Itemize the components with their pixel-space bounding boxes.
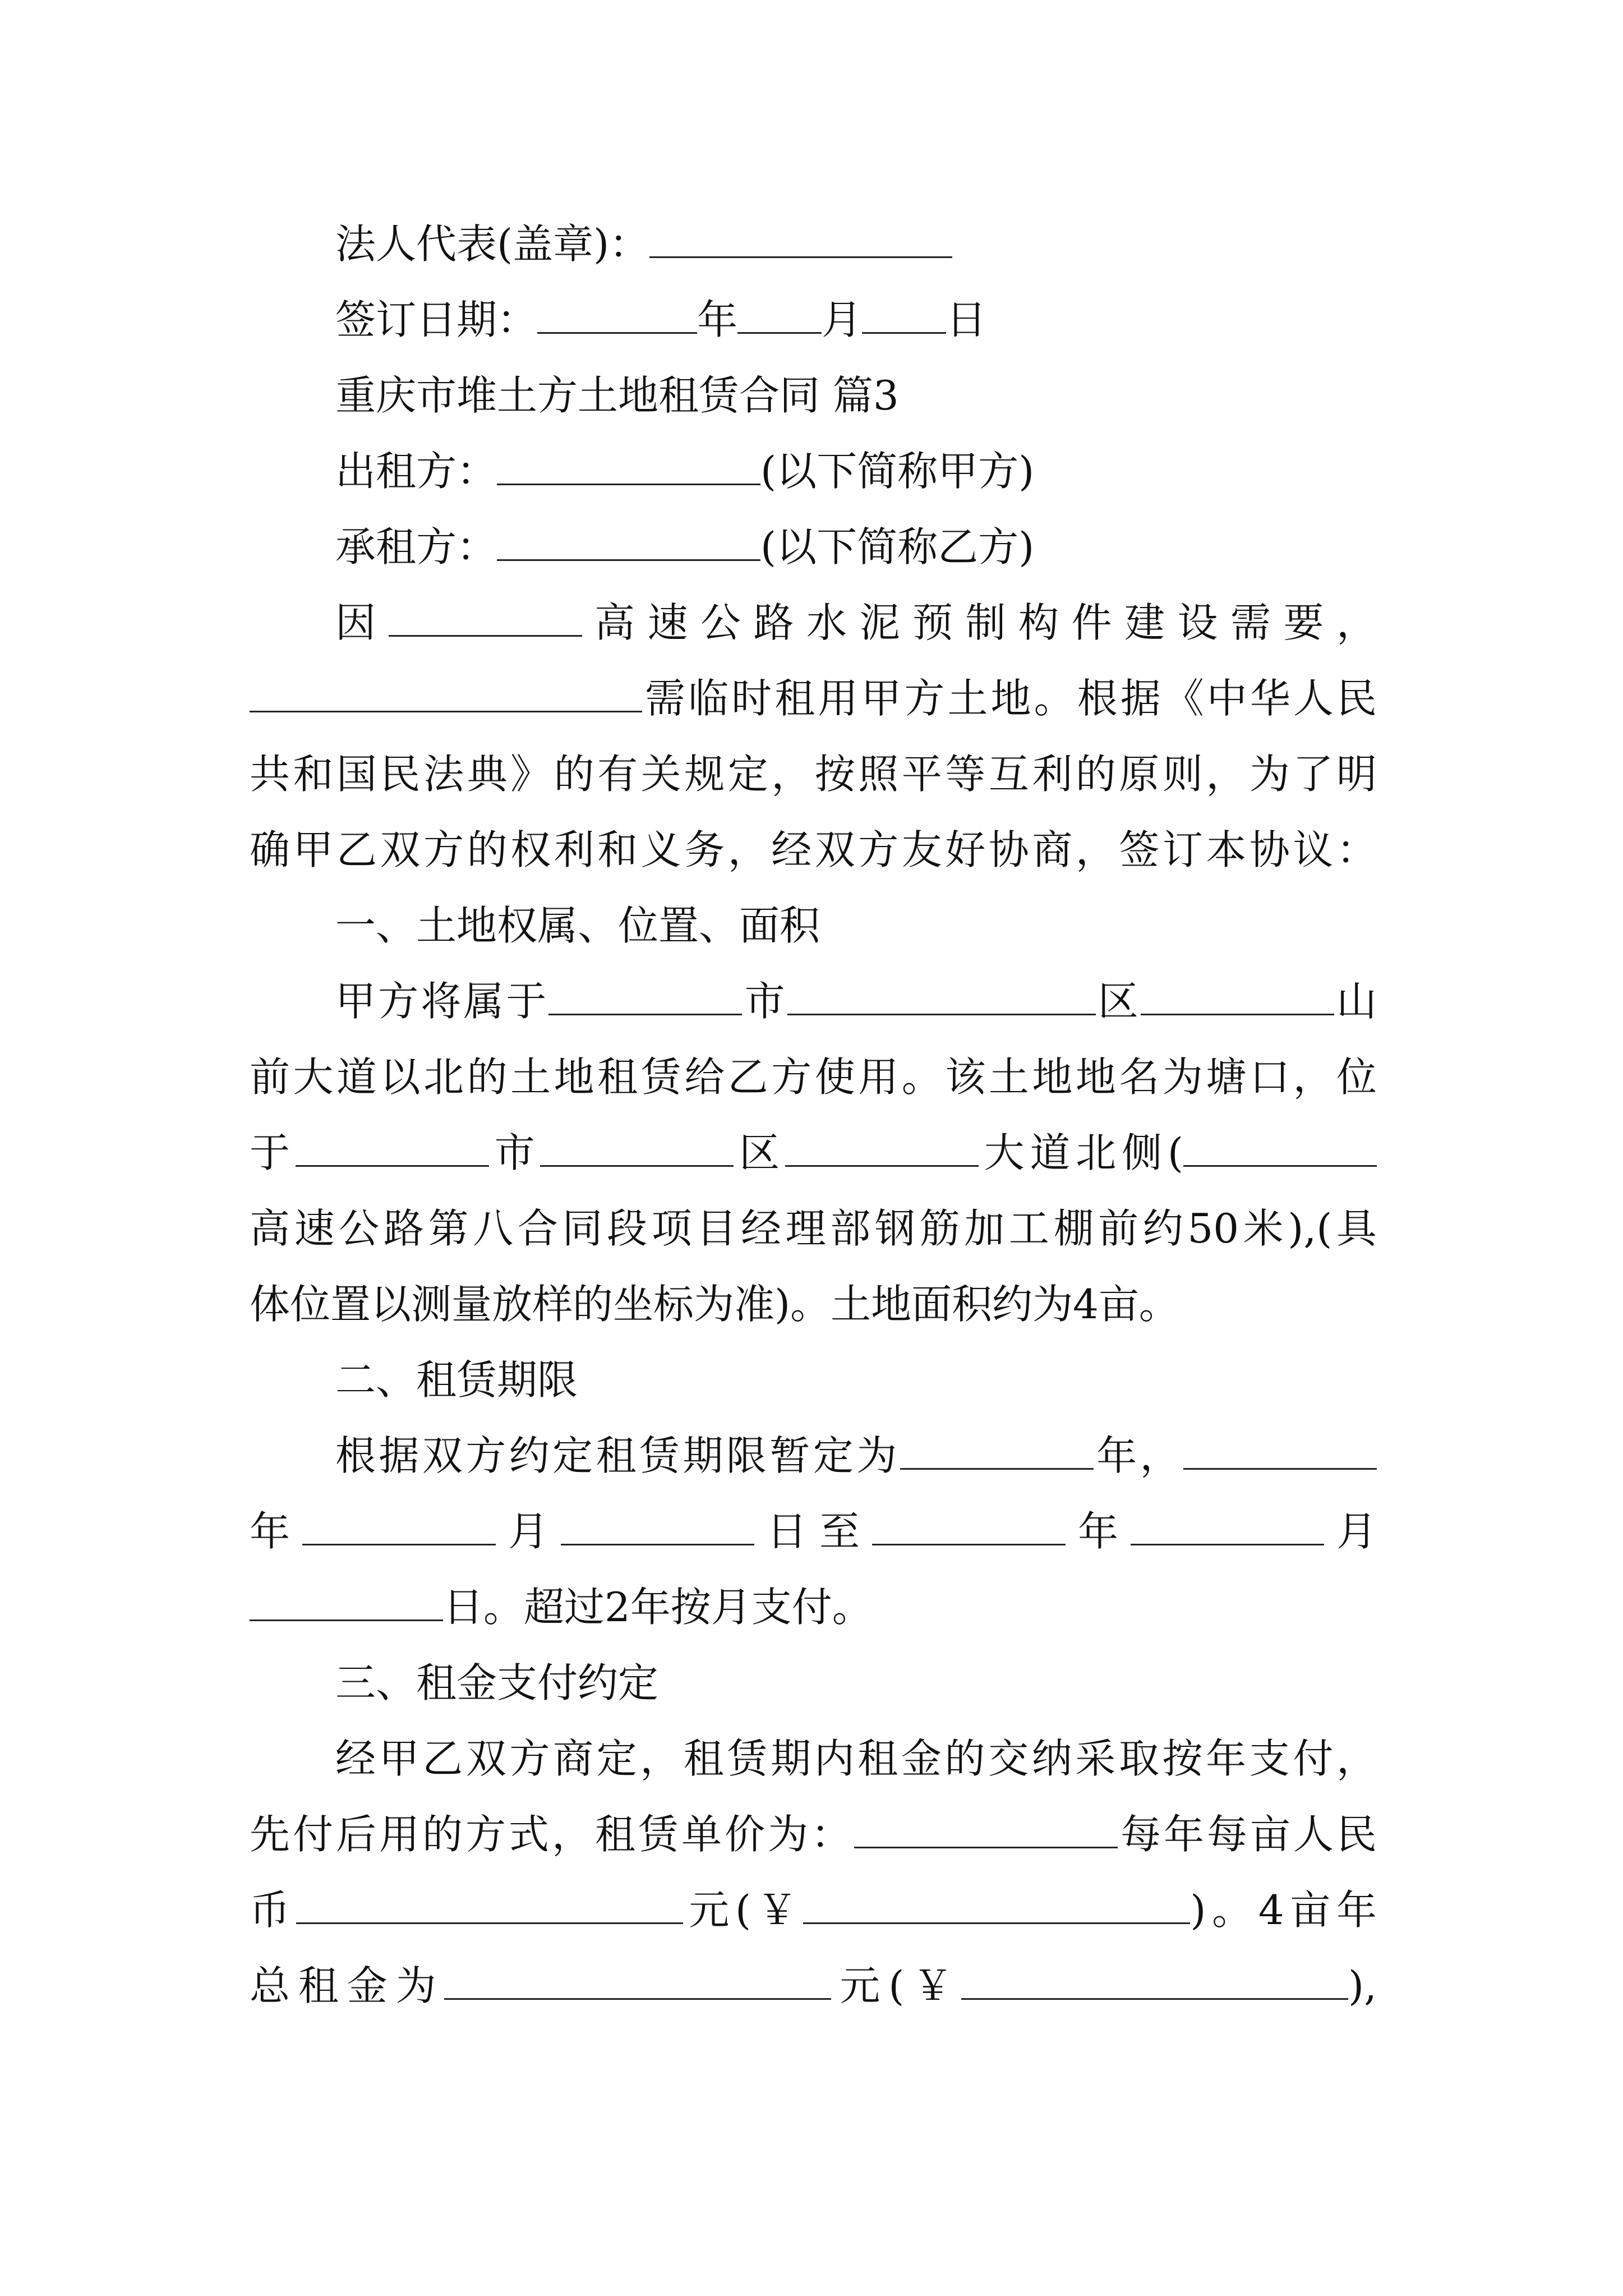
blank-fill-line [737, 297, 822, 334]
blank-fill-line [296, 1130, 489, 1167]
text-line [250, 1049, 1377, 1105]
blank-fill-line [497, 524, 760, 561]
text-segment: 总租金为 [250, 1962, 445, 2009]
text-segment: 确甲乙双方的权利和义务，经双方友好协商，签订本协议： [250, 826, 1377, 873]
text-segment: 市 [488, 1129, 541, 1176]
blank-fill-line [854, 1812, 1118, 1848]
text-segment: 年 [1065, 1508, 1131, 1555]
text-segment: 先付后用的方式，租赁单价为： [250, 1811, 854, 1858]
text-segment: ), [1348, 1962, 1377, 2009]
text-line [335, 443, 1377, 499]
text-segment: 大道北侧( [978, 1129, 1183, 1176]
text-line [335, 1428, 1377, 1484]
blank-fill-line [540, 1130, 734, 1167]
text-segment: 日至 [754, 1508, 872, 1555]
blank-fill-line [296, 1888, 683, 1924]
text-segment: 区 [734, 1129, 785, 1176]
blank-fill-line [561, 1509, 754, 1545]
text-segment: 三、租金支付约定 [335, 1659, 659, 1706]
text-segment: 二、租赁期限 [335, 1356, 578, 1404]
text-segment: 因 [335, 599, 389, 646]
text-segment: 共和国民法典》的有关规定，按照平等互利的原则，为了明 [250, 751, 1377, 798]
text-segment: 月 [822, 296, 863, 343]
text-line [335, 898, 1377, 954]
text-line [335, 1655, 1377, 1711]
text-segment: 体位置以测量放样的坐标为准)。土地面积约为4亩。 [250, 1281, 1179, 1328]
blank-fill-line [649, 222, 952, 258]
text-segment: 年， [1093, 1432, 1183, 1479]
text-segment: 每年每亩人民 [1117, 1811, 1377, 1858]
text-line [335, 216, 1377, 272]
blank-fill-line [1141, 979, 1334, 1015]
text-line [250, 1200, 1377, 1257]
text-line [250, 1125, 1377, 1181]
text-segment: 经甲乙双方商定，租赁期内租金的交纳采取按年支付， [335, 1735, 1377, 1782]
blank-fill-line [389, 600, 582, 637]
blank-fill-line [803, 1888, 1190, 1924]
text-segment: 年 [697, 296, 738, 343]
text-segment: 一、土地权属、位置、面积 [335, 902, 820, 949]
text-segment: 甲方将属于 [335, 978, 549, 1025]
text-segment: (以下简称乙方) [760, 523, 1035, 570]
blank-fill-line [1183, 1433, 1377, 1470]
blank-fill-line [787, 979, 1096, 1015]
text-segment: 前大道以北的土地租赁给乙方使用。该土地地名为塘口，位 [250, 1053, 1377, 1101]
blank-fill-line [548, 979, 742, 1015]
text-segment: 重庆市堆土方土地租赁合同 篇3 [335, 372, 899, 419]
blank-fill-line [250, 1585, 443, 1621]
blank-fill-line [302, 1509, 496, 1545]
text-line [335, 292, 1377, 348]
text-line [335, 973, 1377, 1029]
text-segment: 市 [742, 978, 787, 1025]
text-segment: 年 [250, 1508, 302, 1555]
text-line [335, 367, 1377, 424]
text-segment: 元(￥ [831, 1962, 962, 2009]
text-segment: 月 [1324, 1508, 1377, 1555]
text-segment: 日 [946, 296, 987, 343]
text-line [250, 1958, 1377, 2014]
text-line [250, 1503, 1377, 1559]
blank-fill-line [900, 1433, 1094, 1470]
text-segment: 法人代表(盖章)： [335, 220, 650, 268]
blank-fill-line [862, 297, 946, 334]
blank-fill-line [1131, 1509, 1324, 1545]
blank-fill-line [250, 676, 642, 712]
text-segment: 日。超过2年按月支付。 [443, 1584, 873, 1631]
blank-fill-line [961, 1963, 1348, 2000]
text-segment: 币 [250, 1887, 296, 1934]
text-segment: (以下简称甲方) [760, 448, 1035, 495]
text-line [335, 1731, 1377, 1787]
text-segment: 出租方： [335, 448, 497, 495]
text-line [250, 1806, 1377, 1862]
text-segment: 根据双方约定租赁期限暂定为 [335, 1432, 900, 1479]
text-segment: 需临时租用甲方土地。根据《中华人民 [642, 675, 1377, 722]
text-segment: 承租方： [335, 523, 497, 570]
blank-fill-line [1183, 1130, 1377, 1167]
text-segment: 于 [250, 1129, 296, 1176]
text-line [250, 746, 1377, 802]
blank-fill-line [537, 297, 697, 334]
text-line [250, 1882, 1377, 1938]
text-line [250, 670, 1377, 726]
text-segment: 高速公路水泥预制构件建设需要， [582, 599, 1377, 646]
text-line [335, 1352, 1377, 1408]
text-segment: )。4亩年 [1190, 1887, 1377, 1934]
text-segment: 元(￥ [683, 1887, 804, 1934]
text-segment: 高速公路第八合同段项目经理部钢筋加工棚前约50米),(具 [250, 1205, 1377, 1252]
text-line [250, 822, 1377, 878]
blank-fill-line [872, 1509, 1066, 1545]
text-segment: 月 [496, 1508, 561, 1555]
blank-fill-line [497, 449, 760, 485]
text-line [335, 519, 1377, 575]
text-segment: 山 [1334, 978, 1377, 1025]
text-segment: 签订日期： [335, 296, 538, 343]
text-line [250, 1579, 1377, 1635]
text-segment: 区 [1095, 978, 1141, 1025]
blank-fill-line [785, 1130, 979, 1167]
text-line [335, 595, 1377, 651]
blank-fill-line [444, 1963, 831, 2000]
text-line [250, 1276, 1377, 1332]
